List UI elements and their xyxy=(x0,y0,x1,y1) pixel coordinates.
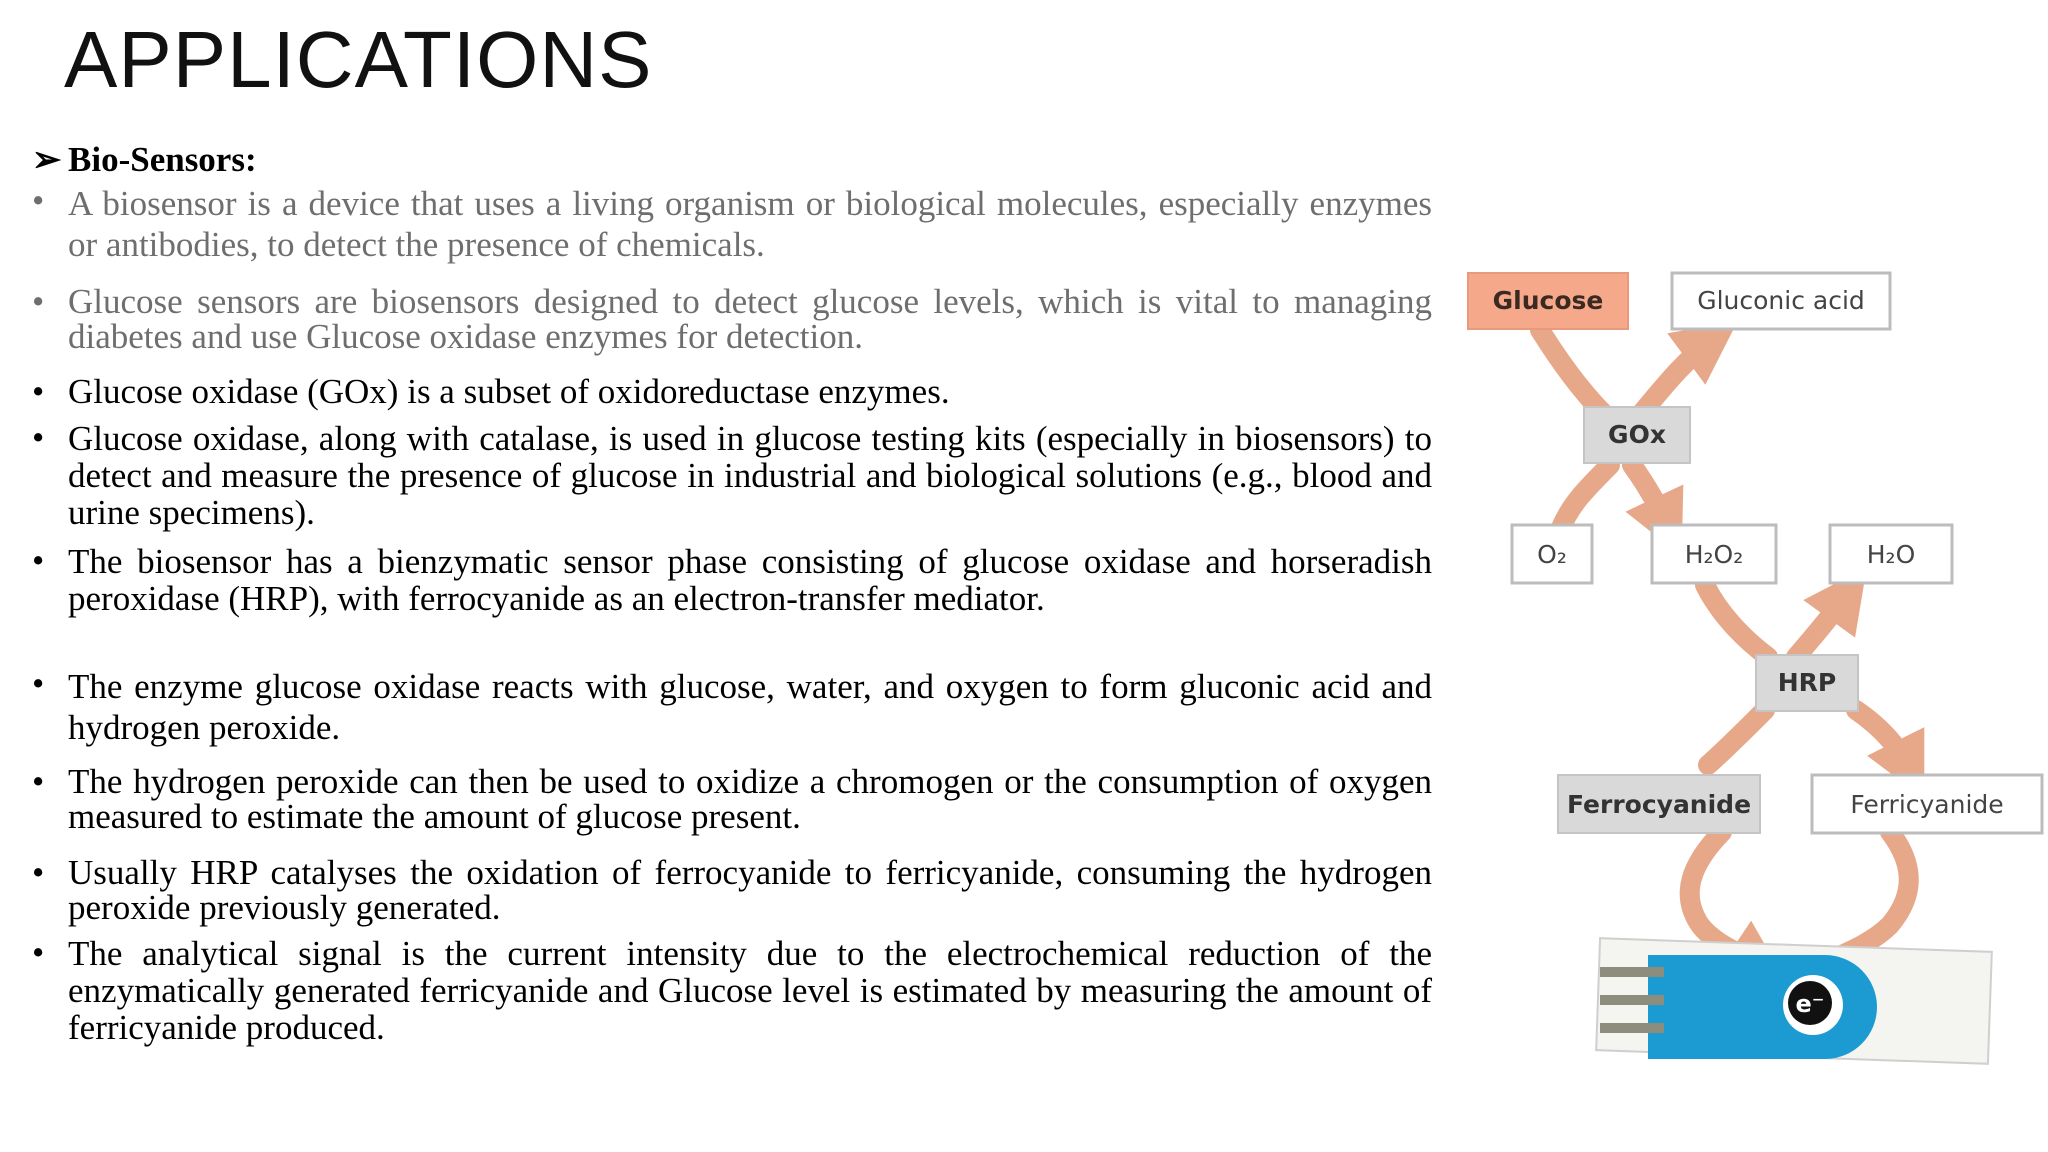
gox-box xyxy=(1584,407,1690,463)
bullet-text: The enzyme glucose oxidase reacts with glucose, water, and oxygen to form gluconic acid and hydrogen peroxide. xyxy=(68,667,1432,747)
h2o-label: H₂O xyxy=(1866,540,1916,569)
arrow-gox-to-gluconic xyxy=(1640,340,1712,415)
bullet-text: Glucose oxidase (GOx) is a subset of oxidoreductase enzymes. xyxy=(68,372,950,411)
o2-label: O₂ xyxy=(1537,540,1567,569)
h2o-box xyxy=(1830,525,1952,583)
bullet-text: Usually HRP catalyses the oxidation of ferrocyanide to ferricyanide, consuming the hydrogen peroxide previously generated. xyxy=(68,853,1432,927)
bullet-text: The biosensor has a bienzymatic sensor phase consisting of glucose oxidase and horseradish peroxidase (HRP), with ferrocyanide as an electron-transfer mediator. xyxy=(68,542,1432,618)
list-item xyxy=(32,764,1432,834)
gox-label: GOx xyxy=(1608,420,1666,449)
o2-box xyxy=(1512,525,1592,583)
slide-title: APPLICATIONS xyxy=(64,15,653,104)
hrp-label: HRP xyxy=(1777,668,1837,697)
glucose-label: Glucose xyxy=(1492,286,1604,315)
section-heading xyxy=(32,140,257,180)
bullet-dot-icon: • xyxy=(32,933,45,972)
bullet-text: A biosensor is a device that uses a living organism or biological molecules, especially enzymes or antibodies, to detect the presence of chemicals. xyxy=(68,184,1432,264)
hrp-box xyxy=(1756,655,1858,711)
list-item xyxy=(32,855,1432,925)
list-item xyxy=(32,284,1432,354)
h2o2-label: H₂O₂ xyxy=(1684,540,1744,569)
bullet-dot-icon: • xyxy=(32,853,45,892)
list-item xyxy=(32,543,1432,617)
bullet-text: Glucose oxidase, along with catalase, is used in glucose testing kits (especially in biosensors) to detect and measure the presence of glucose in industrial and biological solutions (e.g., blood and urine specimens). xyxy=(68,419,1432,532)
arrow-bullet-icon: ➢ xyxy=(32,140,62,179)
arrow-hrp-to-h2o xyxy=(1796,593,1848,657)
list-item xyxy=(32,374,1432,410)
ferrocyanide-label: Ferrocyanide xyxy=(1566,790,1752,819)
bullet-dot-icon: • xyxy=(32,541,45,580)
arrow-glucose-to-gox xyxy=(1540,330,1605,415)
strip-contact xyxy=(1600,995,1664,1005)
bullet-text: The analytical signal is the current intensity due to the electrochemical reduction of the enzymatically generated ferricyanide and Glucose level is estimated by measuring the amount of ferricyanide produced. xyxy=(68,934,1432,1047)
bullet-dot-icon: • xyxy=(32,181,45,220)
bullet-dot-icon: • xyxy=(32,372,45,411)
test-strip xyxy=(1596,938,1992,1064)
list-item xyxy=(32,935,1432,1046)
bullet-text: The hydrogen peroxide can then be used to oxidize a chromogen or the consumption of oxygen measured to estimate the amount of glucose present. xyxy=(68,762,1432,836)
bullet-text: Glucose sensors are biosensors designed to detect glucose levels, which is vital to managing diabetes and use Glucose oxidase enzymes for detection. xyxy=(68,282,1432,356)
bullet-dot-icon: • xyxy=(32,664,45,703)
ferrocyanide-box xyxy=(1558,775,1760,833)
arrow-hrp-to-ferricyanide xyxy=(1856,710,1910,770)
arrow-electrode-to-ferrocyanide-right xyxy=(1820,832,1909,965)
strip-contact xyxy=(1600,967,1664,977)
bullet-dot-icon: • xyxy=(32,418,45,457)
ferricyanide-label: Ferricyanide xyxy=(1850,790,2004,819)
gluconic-acid-box xyxy=(1672,273,1890,329)
ferricyanide-box xyxy=(1812,775,2042,833)
list-item xyxy=(32,183,1432,265)
arrow-h2o2-to-hrp xyxy=(1705,585,1768,657)
biosensor-diagram xyxy=(1460,265,2048,1065)
list-item xyxy=(32,666,1432,748)
h2o2-box xyxy=(1652,525,1776,583)
arrow-ferrocyanide-to-hrp xyxy=(1708,710,1765,765)
section-heading-text: Bio-Sensors: xyxy=(68,140,257,179)
strip-contact xyxy=(1600,1023,1664,1033)
gluconic-acid-label: Gluconic acid xyxy=(1697,286,1865,315)
bullet-dot-icon: • xyxy=(32,762,45,801)
electron-label: e⁻ xyxy=(1795,990,1825,1018)
arrow-o2-to-gox xyxy=(1560,465,1610,530)
bullet-dot-icon: • xyxy=(32,282,45,321)
glucose-box xyxy=(1468,273,1628,329)
list-item xyxy=(32,420,1432,531)
arrow-gox-to-h2o2 xyxy=(1632,465,1668,527)
